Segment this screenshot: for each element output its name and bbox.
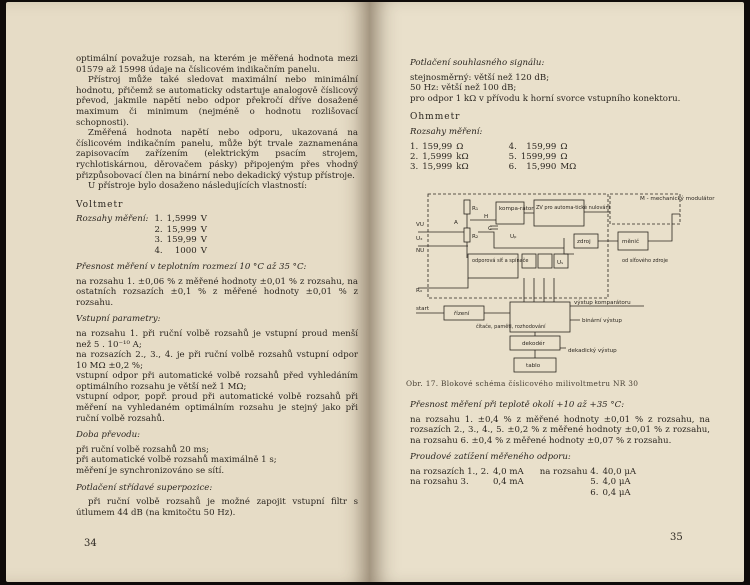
switch-block (538, 254, 552, 268)
range-unit: kΩ (456, 151, 469, 162)
page-number: 34 (84, 538, 97, 549)
divider-label: odporová síť a spínače (472, 258, 529, 264)
page-number: 35 (670, 532, 683, 543)
komp-out-label: výstup komparátoru (574, 300, 631, 306)
us-label: Uₛ (557, 260, 564, 266)
range-value: 1,5999 (422, 151, 453, 162)
range-number: 3. (410, 162, 419, 173)
r1-label: R₁ (472, 206, 479, 212)
range-unit: Ω (560, 141, 568, 152)
range-unit: Ω (456, 141, 464, 152)
resistance-ranges-table (410, 142, 580, 173)
load-value (493, 488, 540, 498)
paragraph: při automatické volbě rozsahů maximálně 1 s; (76, 455, 277, 466)
load-value: 0,4 μA (602, 487, 631, 498)
paragraph: Změřená hodnota napětí nebo odporu, ukazovaná na číslicovém indikačním panelu, může být trvale zaznamenána zapisovacím zařízením (elektrickým psacím strojem, rychlotiskárnou, děrovačem pásky) připojeným přes vhodný přizpůsobovací člen na binární nebo dekadický výstup přístroje. (76, 128, 358, 181)
a-label: A (454, 220, 458, 226)
c-label: C (488, 226, 492, 232)
range-value: 1,5999 (166, 214, 197, 225)
supply-label: od síťového zdroje (622, 258, 668, 264)
range-number: 5. (508, 151, 517, 162)
rizeni-label: řízení (454, 311, 470, 317)
figure-caption: Obr. 17. Blokové schéma číslicového milivoltmetru NR 30 (406, 379, 639, 388)
range-unit: V (200, 245, 207, 256)
load-label (410, 488, 493, 498)
paragraph: vstupní odpor při automatické volbě rozsahů před vyhledáním optimálního rozsahu je větší než 1 MΩ; (76, 371, 358, 392)
load-label: na rozsahu 4. (539, 466, 599, 477)
load-value: 0,4 mA (492, 477, 524, 488)
wire (418, 246, 468, 288)
table-row (410, 477, 640, 487)
dekoder-label: dekodér (522, 341, 545, 347)
section-heading: Ohmmetr (410, 112, 461, 123)
left-page (6, 2, 370, 582)
section-heading: Přesnost měření v teplotním rozmezí 10 °C až 35 °C: (76, 261, 307, 272)
range-unit: V (200, 224, 207, 235)
menic-label: měnič (622, 239, 640, 245)
paragraph: na rozsahu 1. při ruční volbě rozsahů je vstupní proud menší než 5 . 10⁻¹⁰ A; (76, 328, 358, 350)
right-text-top (410, 58, 710, 173)
paragraph: 50 Hz: větší než 100 dB; (410, 83, 517, 94)
ranges-label: Rozsahy měření: (410, 126, 483, 137)
load-table (410, 467, 640, 498)
book-spread (6, 2, 744, 582)
zero-label: ZV pro automa-tické nulování (536, 205, 611, 211)
ux-label: Uₓ (416, 236, 423, 242)
paragraph: vstupní odpor, popř. proud při automatické volbě rozsahů při měření na vyhledaném optimálním rozsahu je stejný jako při ruční volbě rozsahů. (76, 392, 358, 424)
paragraph: při ruční volbě rozsahů 20 ms; (76, 444, 209, 455)
wire (418, 213, 574, 258)
dek-out-label: dekadický výstup (568, 348, 617, 354)
section-heading: Potlačení střídavé superpozice: (76, 482, 213, 493)
load-label: na rozsahu 3. (410, 477, 469, 488)
left-text (76, 54, 358, 518)
section-heading: Vstupní parametry: (76, 314, 161, 325)
section-heading: Přesnost měření při teplotě okolí +10 až +35 °C: (410, 400, 625, 410)
resistor-r2 (464, 228, 470, 242)
section-heading: Proudové zatížení měřeného odporu: (410, 452, 571, 463)
range-number: 2. (154, 224, 163, 235)
wire (524, 278, 644, 320)
load-value: 4,0 μA (602, 477, 631, 488)
range-number: 6. (508, 162, 517, 173)
range-unit: V (200, 235, 207, 246)
range-value: 159,99 (526, 141, 557, 152)
zdroj-label: zdroj (577, 239, 591, 245)
section-heading: Voltmetr (76, 199, 124, 210)
paragraph: na rozsahu 1. ±0,4 % z měřené hodnoty ±0,01 % z rozsahu, na rozsazích 2., 3., 4., 5. ±0,2 % z měřené hodnoty ±0,01 % z rozsahu, na rozsahu 6. ±0,4 % z měřené hodnoty ±0,07 % z rozsahu. (410, 414, 710, 446)
modulator-label: M - mechanický modulátor (640, 196, 715, 202)
resistor-r1 (464, 200, 470, 214)
range-value: 15,999 (422, 162, 453, 173)
table-row (410, 488, 640, 498)
block-diagram (414, 188, 715, 376)
load-value: 40,0 μA (602, 466, 637, 477)
ranges-label: Rozsahy měření: (76, 214, 149, 225)
table-row (410, 152, 580, 162)
range-number: 2. (410, 151, 419, 162)
section-heading: Doba převodu: (76, 430, 141, 441)
right-text-bottom (410, 400, 710, 498)
paragraph: optimální považuje rozsah, na kterém je měřená hodnota mezi 01579 až 15998 údaje na číslicovém indikačním panelu. (76, 54, 358, 75)
range-value: 159,99 (166, 235, 197, 246)
paragraph: při ruční volbě rozsahů je možné zapojit vstupní filtr s útlumem 44 dB (na kmitočtu 50 Hz). (76, 497, 358, 518)
load-label: na rozsazích 1., 2. (410, 466, 489, 477)
right-page (370, 2, 744, 582)
nu-label: NU (416, 248, 425, 254)
paragraph: pro odpor 1 kΩ v přívodu k horní svorce vstupního konektoru. (410, 93, 681, 104)
start-label: start (416, 306, 430, 312)
table-row (410, 467, 640, 477)
load-label: 5. (590, 477, 599, 488)
load-label: 6. (590, 487, 599, 498)
range-number: 4. (154, 245, 163, 256)
up-label: Uₚ (510, 234, 517, 240)
table-row (410, 142, 580, 152)
vu-label: VU (416, 222, 424, 228)
range-unit: Ω (560, 151, 568, 162)
paragraph: Přístroj může také sledovat maximální nebo minimální hodnotu, přičemž se automaticky odstartuje analogově číslicový převod, jakmile napětí nebo odpor překročí dříve dosažené maximum či minimum (nejméně o hodnotu rozlišovací schopnosti). (76, 75, 358, 128)
komparator-label: kompa-rátor (499, 206, 534, 212)
section-heading: Potlačení souhlasného signálu: (410, 58, 545, 68)
voltage-ranges-table (76, 214, 211, 256)
bin-out-label: binární výstup (582, 318, 622, 324)
range-number: 3. (154, 235, 163, 246)
range-value: 159,99 (422, 141, 453, 152)
range-value: 15,990 (526, 162, 557, 173)
table-row (410, 162, 580, 172)
range-number: 1. (410, 141, 419, 152)
range-unit: MΩ (560, 162, 577, 173)
paragraph: U přístroje bylo dosaženo následujících vlastností: (88, 181, 308, 192)
rx-label: Rₓ (416, 288, 423, 294)
paragraph: na rozsazích 2., 3., 4. je při ruční volbě rozsahů vstupní odpor 10 MΩ ±0,2 %; (76, 350, 358, 371)
wire (584, 212, 680, 241)
load-value: 4,0 mA (492, 466, 524, 477)
range-number: 4. (508, 141, 517, 152)
tablo-label: tablo (526, 363, 541, 369)
range-value: 1599,99 (520, 151, 557, 162)
range-unit: V (200, 214, 207, 225)
range-value: 15,999 (166, 224, 197, 235)
zero-block (534, 200, 584, 226)
paragraph: na rozsahu 1. ±0,06 % z měřené hodnoty ±0,01 % z rozsahu, na ostatních rozsazích ±0,1 % z měřené hodnoty ±0,01 % z rozsahu. (76, 276, 358, 308)
paragraph: stejnosměrný: větší než 120 dB; (410, 72, 550, 83)
range-number: 1. (154, 214, 163, 225)
range-value: 1000 (174, 245, 197, 256)
paragraph: měření je synchronizováno se sítí. (76, 466, 225, 477)
range-unit: kΩ (456, 162, 469, 173)
r2-label: R₂ (472, 234, 479, 240)
counter-label: čítače, paměti, rozhodování (476, 324, 546, 330)
h-label: H (484, 214, 489, 220)
